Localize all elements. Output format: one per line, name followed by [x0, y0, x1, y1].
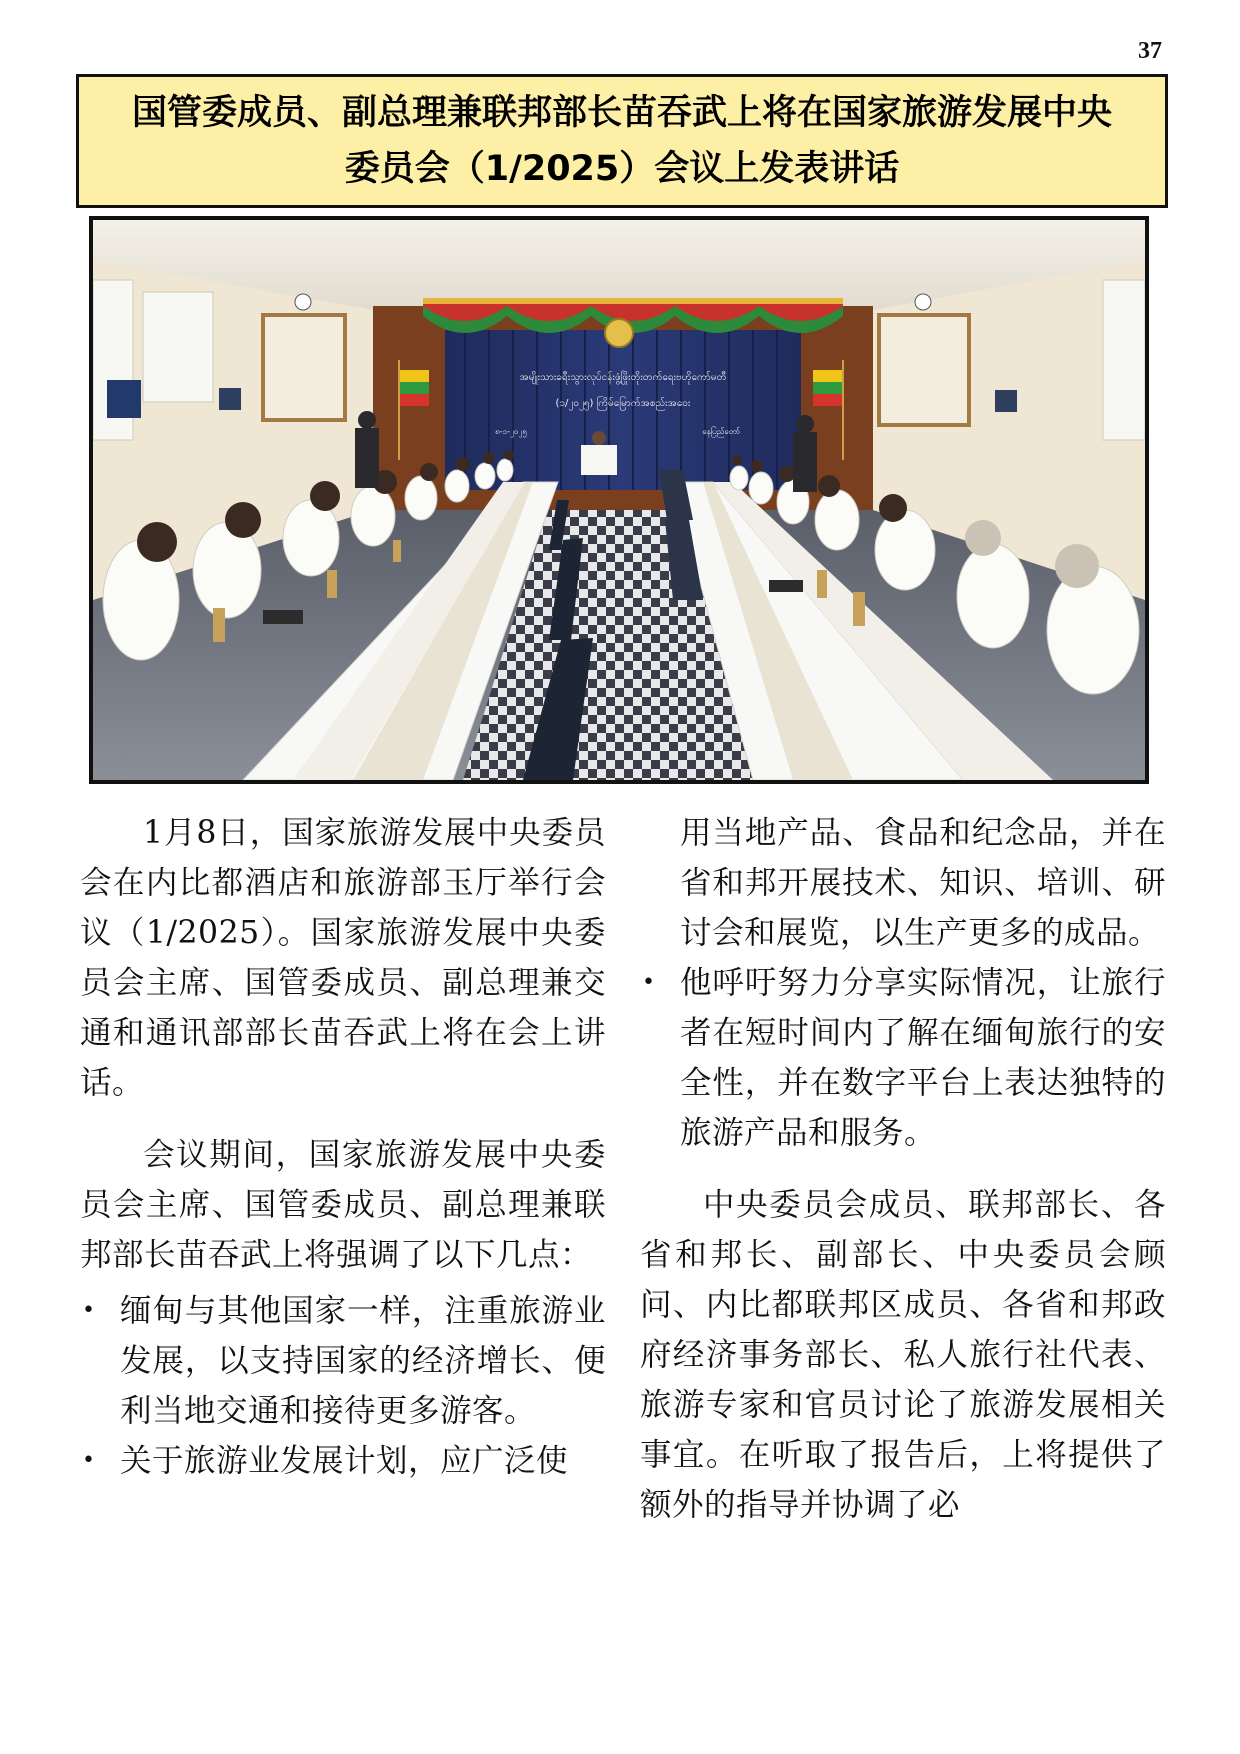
- banner-date: ၈-၁-၂၀၂၅: [495, 427, 527, 436]
- article-column-left: [80, 808, 606, 1486]
- title-line-1: 国管委成员、副总理兼联邦部长苗吞武上将在国家旅游发展中央: [131, 93, 1112, 133]
- banner-place: နေပြည်တော်: [702, 427, 740, 436]
- bullet-icon: •: [642, 970, 656, 995]
- bullet-2-continuation: 用当地产品、食品和纪念品，并在省和邦开展技术、知识、培训、研讨会和展览，以生产更多的成品。: [680, 815, 1166, 951]
- bullet-3-text: 他呼吁努力分享实际情况，让旅行者在短时间内了解在缅甸旅行的安全性，并在数字平台上表达独特的旅游产品和服务。: [680, 965, 1166, 1151]
- page-number: 37: [1138, 38, 1162, 64]
- list-item: [80, 1286, 606, 1436]
- list-item: [80, 1436, 606, 1486]
- meeting-photo: [89, 216, 1149, 784]
- list-item: [640, 958, 1166, 1158]
- paragraph-2: 会议期间，国家旅游发展中央委员会主席、国管委成员、副总理兼联邦部长苗吞武上将强调了以下几点：: [80, 1137, 606, 1273]
- bullet-2-text: 关于旅游业发展计划，应广泛使: [120, 1443, 569, 1479]
- bullet-icon: •: [82, 1298, 96, 1323]
- article-column-right: [640, 808, 1166, 1530]
- paragraph-1: 1月8日，国家旅游发展中央委员会在内比都酒店和旅游部玉厅举行会议（1/2025）。国家旅游发展中央委员会主席、国管委成员、副总理兼交通和通讯部部长苗吞武上将在会上讲话。: [80, 815, 606, 1101]
- banner-line-2: (၁/၂၀၂၅) ကြိမ်မြောက်အစည်းအဝေး: [555, 398, 691, 409]
- banner-line-1: အမျိုးသားခရီးသွားလုပ်ငန်းဖွံ့ဖြိုးတိုးတက်ရေးဗဟိုကော်မတီ: [519, 372, 727, 383]
- key-points-list: [80, 1286, 606, 1486]
- meeting-hall-illustration: [93, 220, 1145, 780]
- paragraph-3: 中央委员会成员、联邦部长、各省和邦长、副部长、中央委员会顾问、内比都联邦区成员、各省和邦政府经济事务部长、私人旅行社代表、旅游专家和官员讨论了旅游发展相关事宜。在听取了报告后，上将提供了额外的指导并协调了必: [640, 1187, 1166, 1523]
- bullet-icon: •: [82, 1448, 96, 1473]
- article-title: [76, 74, 1168, 208]
- key-points-list-continued: [640, 958, 1166, 1158]
- title-line-2: 委员会（1/2025）会议上发表讲话: [344, 149, 900, 189]
- bullet-1-text: 缅甸与其他国家一样，注重旅游业发展，以支持国家的经济增长、便利当地交通和接待更多游客。: [120, 1293, 606, 1429]
